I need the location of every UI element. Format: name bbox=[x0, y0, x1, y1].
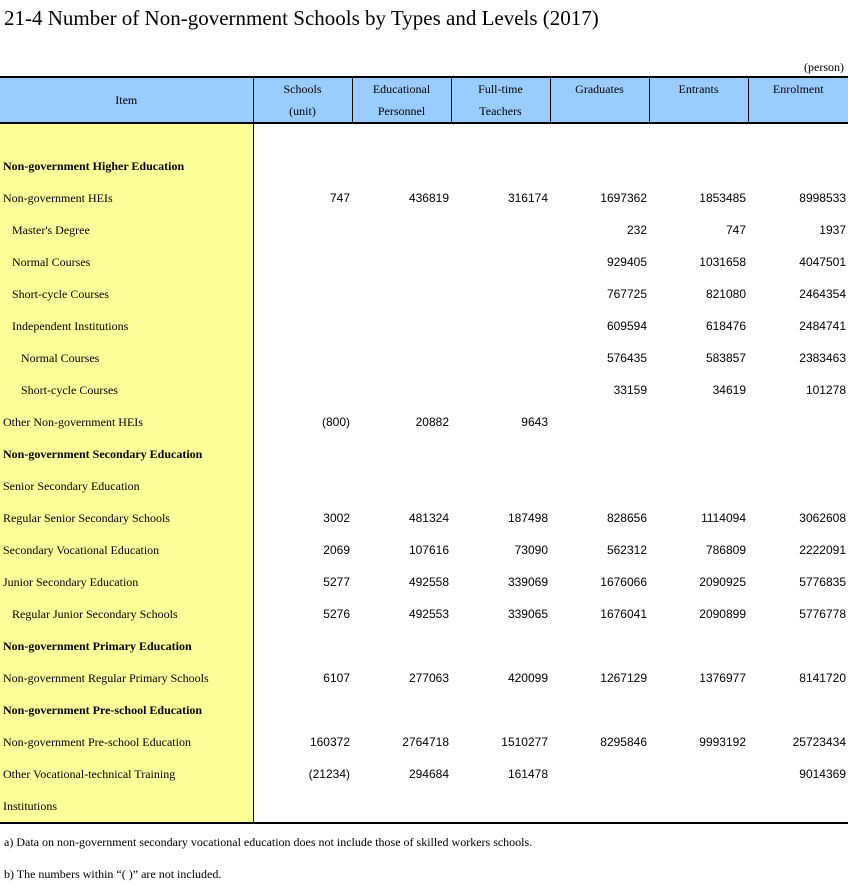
cell-graduates: 609594 bbox=[606, 319, 647, 333]
cell-entrants: 34619 bbox=[712, 383, 746, 397]
cell-entrants bbox=[649, 758, 748, 790]
cell-enrolment: 2464354 bbox=[799, 287, 846, 301]
table-row bbox=[0, 150, 848, 182]
cell-teachers bbox=[451, 278, 550, 310]
row-item-label: Other Non-government HEIs bbox=[0, 406, 253, 438]
cell-schools bbox=[253, 694, 352, 726]
cell-personnel: 2764718 bbox=[402, 735, 449, 749]
row-item-label: Regular Junior Secondary Schools bbox=[0, 598, 253, 630]
table-row bbox=[0, 758, 848, 790]
cell-teachers bbox=[451, 150, 550, 182]
cell-enrolment: 8998533 bbox=[799, 191, 846, 205]
cell-entrants: 1376977 bbox=[699, 671, 746, 685]
table-row bbox=[0, 310, 848, 342]
cell-graduates: 828656 bbox=[606, 511, 647, 525]
cell-enrolment: 25723434 bbox=[792, 735, 846, 749]
cell-teachers: 9643 bbox=[521, 415, 548, 429]
cell-personnel bbox=[352, 790, 451, 823]
cell-teachers bbox=[451, 310, 550, 342]
cell-teachers: 73090 bbox=[514, 543, 548, 557]
header-schools: Schools (unit) bbox=[253, 77, 352, 123]
cell-entrants: 9993192 bbox=[699, 735, 746, 749]
cell-teachers bbox=[451, 374, 550, 406]
table-row bbox=[0, 246, 848, 278]
cell-entrants bbox=[649, 630, 748, 662]
table-row bbox=[0, 790, 848, 823]
cell-graduates: 232 bbox=[626, 223, 647, 237]
cell-schools bbox=[253, 630, 352, 662]
cell-graduates: 1267129 bbox=[600, 671, 647, 685]
cell-entrants bbox=[649, 438, 748, 470]
cell-schools: 160372 bbox=[309, 735, 350, 749]
row-item-label: Normal Courses bbox=[0, 342, 253, 374]
cell-graduates bbox=[550, 150, 649, 182]
cell-personnel bbox=[352, 214, 451, 246]
cell-personnel: 107616 bbox=[408, 543, 449, 557]
cell-schools: 2069 bbox=[323, 543, 350, 557]
cell-schools: 747 bbox=[329, 191, 350, 205]
cell-graduates: 929405 bbox=[606, 255, 647, 269]
cell-enrolment bbox=[748, 438, 848, 470]
cell-enrolment bbox=[748, 694, 848, 726]
cell-graduates bbox=[550, 438, 649, 470]
cell-teachers: 316174 bbox=[507, 191, 548, 205]
cell-schools bbox=[253, 150, 352, 182]
table-row bbox=[0, 438, 848, 470]
cell-entrants: 1853485 bbox=[699, 191, 746, 205]
row-item-label: Regular Senior Secondary Schools bbox=[0, 502, 253, 534]
cell-teachers: 1510277 bbox=[501, 735, 548, 749]
header-entrants: Entrants bbox=[649, 77, 748, 123]
cell-enrolment bbox=[748, 150, 848, 182]
row-item-label: Non-government Pre-school Education bbox=[0, 726, 253, 758]
row-item-label: Independent Institutions bbox=[0, 310, 253, 342]
cell-enrolment: 3062608 bbox=[799, 511, 846, 525]
row-item-label: Non-government Primary Education bbox=[0, 630, 253, 662]
cell-teachers: 339069 bbox=[507, 575, 548, 589]
cell-graduates bbox=[550, 470, 649, 502]
data-table bbox=[0, 76, 848, 824]
cell-entrants bbox=[649, 470, 748, 502]
cell-teachers bbox=[451, 342, 550, 374]
cell-personnel bbox=[352, 630, 451, 662]
cell-teachers bbox=[451, 630, 550, 662]
cell-graduates: 576435 bbox=[606, 351, 647, 365]
cell-entrants: 618476 bbox=[705, 319, 746, 333]
cell-enrolment: 1937 bbox=[819, 223, 846, 237]
cell-enrolment: 9014369 bbox=[799, 767, 846, 781]
cell-entrants bbox=[649, 406, 748, 438]
cell-schools bbox=[253, 214, 352, 246]
spacer-row bbox=[0, 123, 848, 150]
cell-personnel bbox=[352, 438, 451, 470]
header-item: Item bbox=[0, 77, 253, 123]
row-item-label: Short-cycle Courses bbox=[0, 278, 253, 310]
cell-graduates bbox=[550, 630, 649, 662]
table-row bbox=[0, 214, 848, 246]
cell-entrants: 2090925 bbox=[699, 575, 746, 589]
cell-entrants: 1031658 bbox=[699, 255, 746, 269]
cell-schools: 3002 bbox=[323, 511, 350, 525]
cell-personnel: 20882 bbox=[415, 415, 449, 429]
cell-entrants: 821080 bbox=[705, 287, 746, 301]
cell-personnel bbox=[352, 150, 451, 182]
cell-enrolment: 2484741 bbox=[799, 319, 846, 333]
row-item-label: Master's Degree bbox=[0, 214, 253, 246]
cell-enrolment: 5776778 bbox=[799, 607, 846, 621]
table-row bbox=[0, 374, 848, 406]
cell-graduates: 1676066 bbox=[600, 575, 647, 589]
cell-personnel: 436819 bbox=[408, 191, 449, 205]
cell-enrolment: 101278 bbox=[805, 383, 846, 397]
cell-graduates: 8295846 bbox=[600, 735, 647, 749]
cell-entrants bbox=[649, 790, 748, 823]
table-row bbox=[0, 278, 848, 310]
table-row bbox=[0, 342, 848, 374]
cell-entrants: 583857 bbox=[705, 351, 746, 365]
cell-schools bbox=[253, 790, 352, 823]
row-item-label: Non-government Higher Education bbox=[0, 150, 253, 182]
row-item-label: Non-government Regular Primary Schools bbox=[0, 662, 253, 694]
cell-enrolment: 4047501 bbox=[799, 255, 846, 269]
header-graduates: Graduates bbox=[550, 77, 649, 123]
cell-entrants: 747 bbox=[725, 223, 746, 237]
cell-enrolment: 2222091 bbox=[799, 543, 846, 557]
cell-teachers: 420099 bbox=[507, 671, 548, 685]
table-row bbox=[0, 502, 848, 534]
cell-enrolment: 8141720 bbox=[799, 671, 846, 685]
cell-teachers: 339065 bbox=[507, 607, 548, 621]
table-row bbox=[0, 694, 848, 726]
cell-personnel: 492553 bbox=[408, 607, 449, 621]
cell-enrolment: 5776835 bbox=[799, 575, 846, 589]
cell-schools: (21234) bbox=[308, 767, 350, 781]
cell-personnel bbox=[352, 470, 451, 502]
cell-personnel bbox=[352, 246, 451, 278]
cell-enrolment bbox=[748, 630, 848, 662]
cell-enrolment bbox=[748, 790, 848, 823]
cell-enrolment bbox=[748, 406, 848, 438]
cell-schools bbox=[253, 470, 352, 502]
page-title: 21-4 Number of Non-government Schools by Types and Levels (2017) bbox=[4, 6, 599, 30]
row-item-label: Normal Courses bbox=[0, 246, 253, 278]
row-item-label: Institutions bbox=[0, 790, 253, 823]
cell-schools bbox=[253, 374, 352, 406]
cell-entrants bbox=[649, 694, 748, 726]
cell-teachers bbox=[451, 470, 550, 502]
row-item-label: Secondary Vocational Education bbox=[0, 534, 253, 566]
table-row bbox=[0, 726, 848, 758]
table-row bbox=[0, 566, 848, 598]
header-enrolment: Enrolment bbox=[748, 77, 848, 123]
cell-schools bbox=[253, 342, 352, 374]
cell-teachers bbox=[451, 694, 550, 726]
cell-graduates bbox=[550, 758, 649, 790]
table-row bbox=[0, 182, 848, 214]
cell-entrants: 2090899 bbox=[699, 607, 746, 621]
cell-graduates: 33159 bbox=[613, 383, 647, 397]
cell-personnel: 481324 bbox=[408, 511, 449, 525]
cell-graduates: 562312 bbox=[606, 543, 647, 557]
cell-schools bbox=[253, 438, 352, 470]
cell-personnel bbox=[352, 278, 451, 310]
cell-schools bbox=[253, 310, 352, 342]
table-row bbox=[0, 598, 848, 630]
cell-graduates: 1697362 bbox=[600, 191, 647, 205]
table-row bbox=[0, 662, 848, 694]
cell-teachers bbox=[451, 790, 550, 823]
table-row bbox=[0, 470, 848, 502]
table-row bbox=[0, 534, 848, 566]
footnote-a: a) Data on non-government secondary vocational education does not include those of skilled workers schools. bbox=[4, 835, 533, 849]
footnote-b: b) The numbers within “( )” are not included. bbox=[4, 867, 222, 881]
cell-enrolment bbox=[748, 470, 848, 502]
cell-teachers bbox=[451, 214, 550, 246]
row-item-label: Non-government Secondary Education bbox=[0, 438, 253, 470]
row-item-label: Short-cycle Courses bbox=[0, 374, 253, 406]
cell-teachers: 187498 bbox=[507, 511, 548, 525]
header-teachers: Full-time Teachers bbox=[451, 77, 550, 123]
cell-personnel bbox=[352, 374, 451, 406]
cell-graduates bbox=[550, 694, 649, 726]
cell-entrants bbox=[649, 150, 748, 182]
cell-personnel bbox=[352, 694, 451, 726]
cell-personnel: 492558 bbox=[408, 575, 449, 589]
cell-graduates: 1676041 bbox=[600, 607, 647, 621]
header-personnel: Educational Personnel bbox=[352, 77, 451, 123]
table-row bbox=[0, 406, 848, 438]
row-item-label: Non-government HEIs bbox=[0, 182, 253, 214]
header-row bbox=[0, 77, 848, 123]
unit-label: (person) bbox=[804, 60, 844, 74]
cell-schools: (800) bbox=[321, 415, 350, 429]
cell-entrants: 786809 bbox=[705, 543, 746, 557]
row-item-label: Other Vocational-technical Training bbox=[0, 758, 253, 790]
cell-entrants: 1114094 bbox=[701, 511, 746, 525]
cell-teachers bbox=[451, 246, 550, 278]
cell-graduates bbox=[550, 790, 649, 823]
cell-schools: 6107 bbox=[323, 671, 350, 685]
row-item-label: Junior Secondary Education bbox=[0, 566, 253, 598]
cell-enrolment: 2383463 bbox=[799, 351, 846, 365]
cell-graduates: 767725 bbox=[606, 287, 647, 301]
cell-graduates bbox=[550, 406, 649, 438]
cell-schools bbox=[253, 246, 352, 278]
cell-schools: 5276 bbox=[323, 607, 350, 621]
cell-schools bbox=[253, 278, 352, 310]
cell-personnel bbox=[352, 342, 451, 374]
cell-teachers bbox=[451, 438, 550, 470]
cell-schools: 5277 bbox=[323, 575, 350, 589]
cell-personnel: 294684 bbox=[408, 767, 449, 781]
cell-personnel bbox=[352, 310, 451, 342]
table-row bbox=[0, 630, 848, 662]
cell-teachers: 161478 bbox=[507, 767, 548, 781]
row-item-label: Non-government Pre-school Education bbox=[0, 694, 253, 726]
cell-personnel: 277063 bbox=[408, 671, 449, 685]
row-item-label: Senior Secondary Education bbox=[0, 470, 253, 502]
